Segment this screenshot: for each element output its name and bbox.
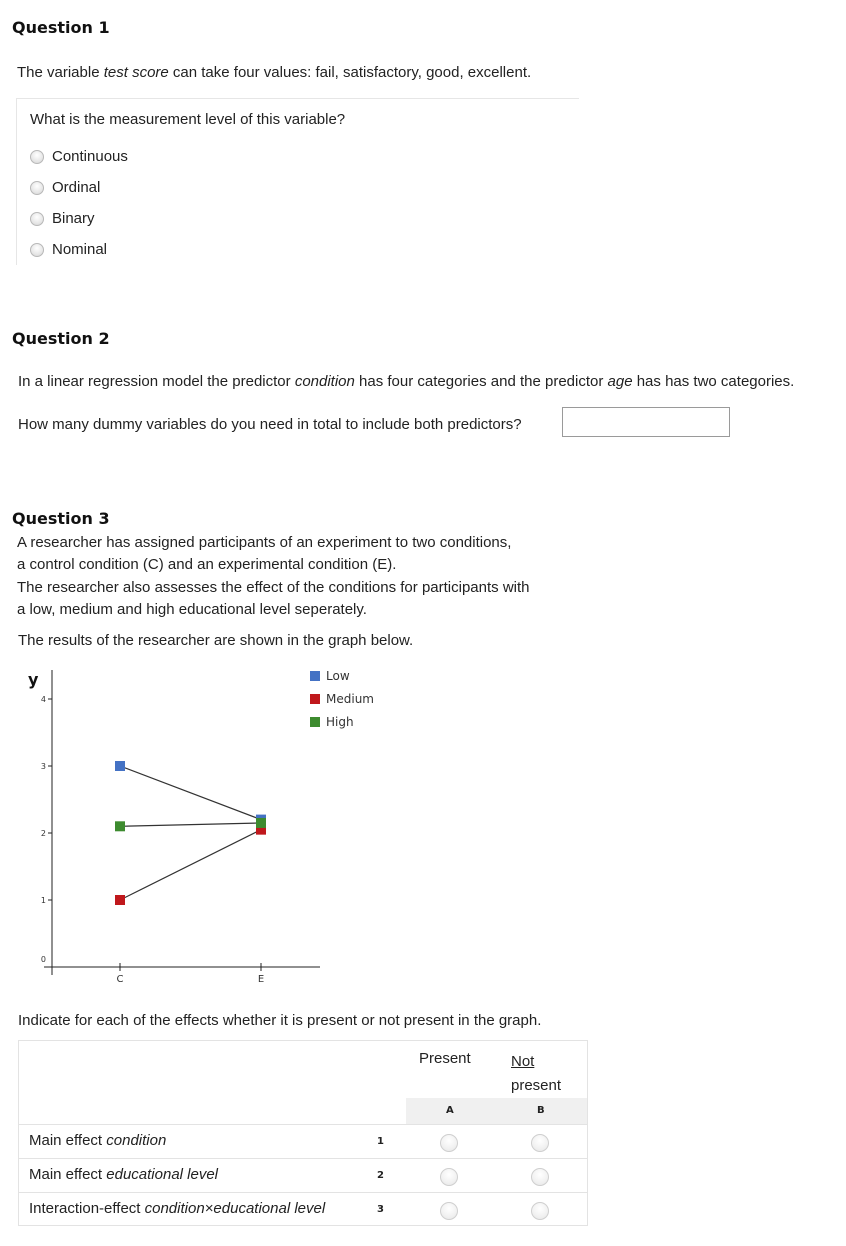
radio-continuous[interactable] bbox=[30, 150, 44, 164]
y-tick-label: 3 bbox=[40, 762, 46, 771]
question-3-results-text: The results of the researcher are shown in the graph below. bbox=[18, 632, 414, 649]
row-3-not-present-radio[interactable] bbox=[531, 1202, 549, 1220]
row-3-label: Interaction-effect condition×educational level bbox=[29, 1200, 326, 1217]
question-3-paragraph-line-1: A researcher has assigned participants of an experiment to two conditions, bbox=[17, 534, 512, 551]
legend-label-medium: Medium bbox=[326, 692, 374, 706]
option-nominal[interactable]: Nominal bbox=[30, 241, 107, 258]
point-high-c bbox=[115, 821, 125, 831]
legend-swatch-high bbox=[310, 717, 320, 727]
row-2-number: 2 bbox=[377, 1170, 384, 1181]
point-medium-c bbox=[115, 895, 125, 905]
col-header-present: Present bbox=[419, 1050, 471, 1067]
x-tick-label: C bbox=[116, 974, 124, 985]
radio-binary[interactable] bbox=[30, 212, 44, 226]
question-3-instruction: Indicate for each of the effects whether it is present or not present in the graph. bbox=[18, 1012, 542, 1029]
option-binary[interactable]: Binary bbox=[30, 210, 95, 227]
row-2-present-radio[interactable] bbox=[440, 1168, 458, 1186]
question-2-intro: In a linear regression model the predictor condition has four categories and the predictor age has has two categories. bbox=[18, 373, 795, 390]
question-3-paragraph-line-2: a control condition (C) and an experimental condition (E). bbox=[17, 556, 397, 573]
effects-matrix bbox=[18, 1040, 588, 1226]
series-line-high bbox=[120, 823, 261, 826]
series-line-low bbox=[120, 766, 261, 820]
letter-b: B bbox=[537, 1105, 545, 1116]
y-tick-label: 0 bbox=[40, 955, 46, 964]
question-1-intro: The variable test score can take four values: fail, satisfactory, good, excellent. bbox=[17, 64, 532, 81]
row-1-label: Main effect condition bbox=[29, 1132, 167, 1149]
y-tick-label: 1 bbox=[40, 896, 46, 905]
series-line-medium bbox=[120, 830, 261, 900]
question-2-title: Question 2 bbox=[12, 329, 110, 348]
legend-label-low: Low bbox=[326, 669, 350, 683]
radio-nominal[interactable] bbox=[30, 243, 44, 257]
question-3-paragraph-line-3: The researcher also assesses the effect of the conditions for participants with bbox=[17, 579, 530, 596]
option-ordinal[interactable]: Ordinal bbox=[30, 179, 100, 196]
interaction-line-chart bbox=[0, 660, 420, 1000]
question-2-prompt: How many dummy variables do you need in total to include both predictors? bbox=[18, 416, 522, 433]
question-1-title: Question 1 bbox=[12, 18, 110, 37]
dummy-count-input[interactable] bbox=[562, 407, 730, 437]
row-2-label: Main effect educational level bbox=[29, 1166, 219, 1183]
point-low-c bbox=[115, 761, 125, 771]
y-tick-label: 4 bbox=[40, 695, 46, 704]
letter-a: A bbox=[446, 1105, 454, 1116]
legend-swatch-low bbox=[310, 671, 320, 681]
row-1-number: 1 bbox=[377, 1136, 384, 1147]
question-3-title: Question 3 bbox=[12, 509, 110, 528]
question-3-paragraph-line-4: a low, medium and high educational level seperately. bbox=[17, 601, 367, 618]
question-1-prompt: What is the measurement level of this variable? bbox=[30, 111, 346, 128]
row-3-number: 3 bbox=[377, 1204, 384, 1215]
row-1-present-radio[interactable] bbox=[440, 1134, 458, 1152]
letter-row-bg bbox=[406, 1098, 587, 1124]
option-continuous[interactable]: Continuous bbox=[30, 148, 128, 165]
radio-ordinal[interactable] bbox=[30, 181, 44, 195]
row-1-not-present-radio[interactable] bbox=[531, 1134, 549, 1152]
y-axis-label: y bbox=[28, 670, 39, 689]
col-header-not-present: Not present bbox=[511, 1053, 562, 1094]
y-tick-label: 2 bbox=[40, 829, 46, 838]
row-2-not-present-radio[interactable] bbox=[531, 1168, 549, 1186]
x-tick-label: E bbox=[257, 974, 265, 985]
row-3-present-radio[interactable] bbox=[440, 1202, 458, 1220]
legend-swatch-medium bbox=[310, 694, 320, 704]
point-high-e bbox=[256, 818, 266, 828]
legend-label-high: High bbox=[326, 715, 354, 729]
